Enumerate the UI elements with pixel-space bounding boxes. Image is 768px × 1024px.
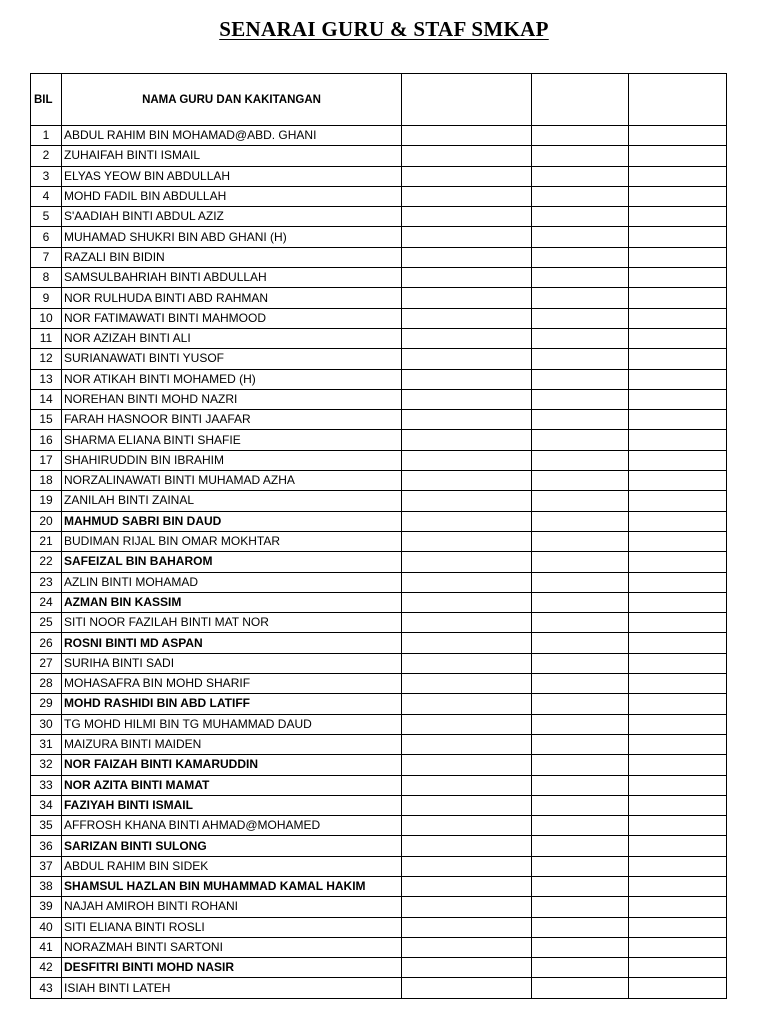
staff-name: SHARMA ELIANA BINTI SHAFIE (62, 430, 402, 450)
staff-name: ISIAH BINTI LATEH (62, 978, 402, 998)
blank-cell (402, 674, 532, 694)
blank-cell (402, 836, 532, 856)
header-row (31, 74, 727, 126)
table-row (31, 592, 727, 612)
blank-cell (402, 592, 532, 612)
blank-cell (629, 389, 727, 409)
row-number: 17 (31, 450, 62, 470)
blank-cell (629, 978, 727, 998)
blank-cell (629, 653, 727, 673)
blank-cell (532, 491, 629, 511)
blank-cell (629, 897, 727, 917)
staff-name: SAFEIZAL BIN BAHAROM (62, 552, 402, 572)
row-number: 20 (31, 511, 62, 531)
staff-name: ABDUL RAHIM BIN MOHAMAD@ABD. GHANI (62, 126, 402, 146)
blank-cell (629, 247, 727, 267)
staff-name: ROSNI BINTI MD ASPAN (62, 633, 402, 653)
blank-cell (402, 978, 532, 998)
blank-cell (532, 247, 629, 267)
blank-cell (629, 734, 727, 754)
blank-cell (629, 592, 727, 612)
row-number: 33 (31, 775, 62, 795)
staff-name: DESFITRI BINTI MOHD NASIR (62, 958, 402, 978)
blank-cell (532, 328, 629, 348)
row-number: 32 (31, 755, 62, 775)
table-row (31, 734, 727, 754)
blank-cell (402, 227, 532, 247)
staff-name: NORAZMAH BINTI SARTONI (62, 937, 402, 957)
blank-cell (629, 207, 727, 227)
header-nama: NAMA GURU DAN KAKITANGAN (62, 74, 402, 126)
staff-name: SAMSULBAHRIAH BINTI ABDULLAH (62, 268, 402, 288)
row-number: 2 (31, 146, 62, 166)
staff-name: NOR RULHUDA BINTI ABD RAHMAN (62, 288, 402, 308)
table-row (31, 227, 727, 247)
table-row (31, 531, 727, 551)
table-row (31, 937, 727, 957)
table-row (31, 714, 727, 734)
blank-cell (629, 268, 727, 288)
blank-cell (532, 369, 629, 389)
table-row (31, 369, 727, 389)
row-number: 19 (31, 491, 62, 511)
blank-cell (629, 633, 727, 653)
staff-name: AFFROSH KHANA BINTI AHMAD@MOHAMED (62, 816, 402, 836)
blank-cell (402, 856, 532, 876)
staff-name: NOR FAIZAH BINTI KAMARUDDIN (62, 755, 402, 775)
row-number: 5 (31, 207, 62, 227)
table-row (31, 552, 727, 572)
blank-cell (402, 389, 532, 409)
table-row (31, 816, 727, 836)
blank-cell (532, 227, 629, 247)
row-number: 43 (31, 978, 62, 998)
blank-cell (532, 186, 629, 206)
table-row (31, 775, 727, 795)
blank-cell (402, 410, 532, 430)
row-number: 29 (31, 694, 62, 714)
table-row (31, 511, 727, 531)
row-number: 37 (31, 856, 62, 876)
blank-cell (532, 937, 629, 957)
table-row (31, 876, 727, 896)
blank-cell (402, 349, 532, 369)
blank-cell (402, 958, 532, 978)
blank-cell (532, 694, 629, 714)
blank-cell (629, 876, 727, 896)
row-number: 42 (31, 958, 62, 978)
row-number: 36 (31, 836, 62, 856)
header-bil: BIL (31, 74, 62, 126)
header-blank-1 (402, 74, 532, 126)
row-number: 23 (31, 572, 62, 592)
table-row (31, 836, 727, 856)
table-row (31, 897, 727, 917)
row-number: 35 (31, 816, 62, 836)
blank-cell (532, 734, 629, 754)
staff-name: NOR AZIZAH BINTI ALI (62, 328, 402, 348)
blank-cell (629, 146, 727, 166)
row-number: 40 (31, 917, 62, 937)
row-number: 30 (31, 714, 62, 734)
blank-cell (629, 572, 727, 592)
table-row (31, 288, 727, 308)
staff-name: MOHD FADIL BIN ABDULLAH (62, 186, 402, 206)
blank-cell (629, 227, 727, 247)
staff-name: NOREHAN BINTI MOHD NAZRI (62, 389, 402, 409)
table-row (31, 450, 727, 470)
blank-cell (629, 552, 727, 572)
blank-cell (402, 247, 532, 267)
row-number: 13 (31, 369, 62, 389)
blank-cell (532, 836, 629, 856)
row-number: 11 (31, 328, 62, 348)
table-row (31, 653, 727, 673)
row-number: 10 (31, 308, 62, 328)
staff-name: SITI ELIANA BINTI ROSLI (62, 917, 402, 937)
table-row (31, 146, 727, 166)
blank-cell (402, 937, 532, 957)
staff-name: AZLIN BINTI MOHAMAD (62, 572, 402, 592)
staff-name: FAZIYAH BINTI ISMAIL (62, 795, 402, 815)
staff-name: NOR ATIKAH BINTI MOHAMED (H) (62, 369, 402, 389)
table-row (31, 755, 727, 775)
table-row (31, 491, 727, 511)
staff-name: SURIHA BINTI SADI (62, 653, 402, 673)
blank-cell (402, 166, 532, 186)
blank-cell (532, 268, 629, 288)
staff-table (30, 73, 727, 999)
row-number: 8 (31, 268, 62, 288)
blank-cell (532, 613, 629, 633)
blank-cell (532, 755, 629, 775)
blank-cell (532, 126, 629, 146)
blank-cell (402, 288, 532, 308)
blank-cell (532, 633, 629, 653)
staff-name: NOR AZITA BINTI MAMAT (62, 775, 402, 795)
blank-cell (402, 613, 532, 633)
row-number: 1 (31, 126, 62, 146)
staff-name: ABDUL RAHIM BIN SIDEK (62, 856, 402, 876)
blank-cell (629, 166, 727, 186)
blank-cell (402, 653, 532, 673)
staff-name: MAIZURA BINTI MAIDEN (62, 734, 402, 754)
blank-cell (532, 674, 629, 694)
staff-table-body (31, 126, 727, 999)
row-number: 6 (31, 227, 62, 247)
blank-cell (402, 207, 532, 227)
row-number: 14 (31, 389, 62, 409)
blank-cell (629, 288, 727, 308)
table-row (31, 958, 727, 978)
table-row (31, 349, 727, 369)
blank-cell (532, 471, 629, 491)
blank-cell (629, 755, 727, 775)
row-number: 24 (31, 592, 62, 612)
blank-cell (629, 775, 727, 795)
row-number: 31 (31, 734, 62, 754)
blank-cell (532, 876, 629, 896)
staff-name: SITI NOOR FAZILAH BINTI MAT NOR (62, 613, 402, 633)
blank-cell (532, 552, 629, 572)
row-number: 7 (31, 247, 62, 267)
blank-cell (629, 430, 727, 450)
blank-cell (629, 328, 727, 348)
blank-cell (629, 308, 727, 328)
header-blank-2 (532, 74, 629, 126)
row-number: 4 (31, 186, 62, 206)
table-row (31, 471, 727, 491)
blank-cell (629, 613, 727, 633)
blank-cell (532, 978, 629, 998)
table-row (31, 917, 727, 937)
document-title-text: SENARAI GURU & STAF SMKAP (219, 17, 549, 41)
blank-cell (532, 897, 629, 917)
table-row (31, 308, 727, 328)
blank-cell (402, 308, 532, 328)
blank-cell (629, 491, 727, 511)
table-row (31, 247, 727, 267)
staff-name: SHAMSUL HAZLAN BIN MUHAMMAD KAMAL HAKIM (62, 876, 402, 896)
row-number: 26 (31, 633, 62, 653)
row-number: 9 (31, 288, 62, 308)
blank-cell (532, 531, 629, 551)
table-row (31, 207, 727, 227)
blank-cell (532, 917, 629, 937)
blank-cell (629, 958, 727, 978)
row-number: 12 (31, 349, 62, 369)
blank-cell (629, 126, 727, 146)
blank-cell (532, 207, 629, 227)
table-row (31, 613, 727, 633)
blank-cell (402, 694, 532, 714)
row-number: 18 (31, 471, 62, 491)
row-number: 16 (31, 430, 62, 450)
row-number: 21 (31, 531, 62, 551)
blank-cell (402, 146, 532, 166)
staff-name: MOHD RASHIDI BIN ABD LATIFF (62, 694, 402, 714)
blank-cell (629, 816, 727, 836)
blank-cell (402, 491, 532, 511)
blank-cell (532, 389, 629, 409)
staff-name: ELYAS YEOW BIN ABDULLAH (62, 166, 402, 186)
blank-cell (532, 511, 629, 531)
blank-cell (629, 694, 727, 714)
blank-cell (402, 471, 532, 491)
blank-cell (629, 937, 727, 957)
blank-cell (532, 816, 629, 836)
table-row (31, 978, 727, 998)
staff-name: SURIANAWATI BINTI YUSOF (62, 349, 402, 369)
blank-cell (402, 328, 532, 348)
table-row (31, 856, 727, 876)
staff-name: NORZALINAWATI BINTI MUHAMAD AZHA (62, 471, 402, 491)
row-number: 41 (31, 937, 62, 957)
blank-cell (402, 734, 532, 754)
staff-name: RAZALI BIN BIDIN (62, 247, 402, 267)
blank-cell (402, 552, 532, 572)
staff-name: NOR FATIMAWATI BINTI MAHMOOD (62, 308, 402, 328)
blank-cell (629, 917, 727, 937)
row-number: 25 (31, 613, 62, 633)
blank-cell (402, 795, 532, 815)
blank-cell (629, 349, 727, 369)
staff-name: TG MOHD HILMI BIN TG MUHAMMAD DAUD (62, 714, 402, 734)
blank-cell (629, 795, 727, 815)
blank-cell (629, 471, 727, 491)
blank-cell (402, 531, 532, 551)
blank-cell (629, 836, 727, 856)
blank-cell (629, 674, 727, 694)
blank-cell (629, 511, 727, 531)
staff-name: AZMAN BIN KASSIM (62, 592, 402, 612)
row-number: 15 (31, 410, 62, 430)
row-number: 27 (31, 653, 62, 673)
blank-cell (402, 755, 532, 775)
blank-cell (402, 186, 532, 206)
table-row (31, 572, 727, 592)
blank-cell (532, 166, 629, 186)
blank-cell (532, 714, 629, 734)
blank-cell (629, 714, 727, 734)
staff-name: ZUHAIFAH BINTI ISMAIL (62, 146, 402, 166)
row-number: 34 (31, 795, 62, 815)
blank-cell (532, 572, 629, 592)
blank-cell (402, 917, 532, 937)
blank-cell (532, 430, 629, 450)
staff-name: MOHASAFRA BIN MOHD SHARIF (62, 674, 402, 694)
blank-cell (532, 349, 629, 369)
staff-name: NAJAH AMIROH BINTI ROHANI (62, 897, 402, 917)
blank-cell (532, 856, 629, 876)
blank-cell (402, 897, 532, 917)
staff-name: MUHAMAD SHUKRI BIN ABD GHANI (H) (62, 227, 402, 247)
header-blank-3 (629, 74, 727, 126)
staff-name: S'AADIAH BINTI ABDUL AZIZ (62, 207, 402, 227)
blank-cell (629, 186, 727, 206)
staff-name: FARAH HASNOOR BINTI JAAFAR (62, 410, 402, 430)
blank-cell (629, 856, 727, 876)
table-row (31, 268, 727, 288)
blank-cell (402, 714, 532, 734)
blank-cell (532, 958, 629, 978)
staff-name: MAHMUD SABRI BIN DAUD (62, 511, 402, 531)
blank-cell (402, 633, 532, 653)
blank-cell (532, 288, 629, 308)
table-row (31, 328, 727, 348)
blank-cell (402, 268, 532, 288)
blank-cell (402, 572, 532, 592)
table-row (31, 410, 727, 430)
table-row (31, 186, 727, 206)
row-number: 38 (31, 876, 62, 896)
blank-cell (532, 308, 629, 328)
blank-cell (532, 450, 629, 470)
table-row (31, 126, 727, 146)
blank-cell (629, 369, 727, 389)
table-row (31, 389, 727, 409)
blank-cell (629, 410, 727, 430)
blank-cell (532, 653, 629, 673)
table-row (31, 694, 727, 714)
blank-cell (532, 410, 629, 430)
row-number: 22 (31, 552, 62, 572)
blank-cell (532, 775, 629, 795)
row-number: 28 (31, 674, 62, 694)
blank-cell (402, 450, 532, 470)
staff-name: SARIZAN BINTI SULONG (62, 836, 402, 856)
blank-cell (629, 450, 727, 470)
blank-cell (532, 795, 629, 815)
blank-cell (402, 430, 532, 450)
blank-cell (402, 126, 532, 146)
table-row (31, 166, 727, 186)
blank-cell (532, 592, 629, 612)
table-row (31, 674, 727, 694)
blank-cell (402, 775, 532, 795)
document-title (0, 17, 768, 42)
row-number: 39 (31, 897, 62, 917)
blank-cell (402, 876, 532, 896)
staff-name: ZANILAH BINTI ZAINAL (62, 491, 402, 511)
table-row (31, 633, 727, 653)
table-row (31, 795, 727, 815)
table-row (31, 430, 727, 450)
blank-cell (402, 816, 532, 836)
staff-name: BUDIMAN RIJAL BIN OMAR MOKHTAR (62, 531, 402, 551)
staff-name: SHAHIRUDDIN BIN IBRAHIM (62, 450, 402, 470)
row-number: 3 (31, 166, 62, 186)
blank-cell (402, 511, 532, 531)
blank-cell (532, 146, 629, 166)
blank-cell (629, 531, 727, 551)
blank-cell (402, 369, 532, 389)
